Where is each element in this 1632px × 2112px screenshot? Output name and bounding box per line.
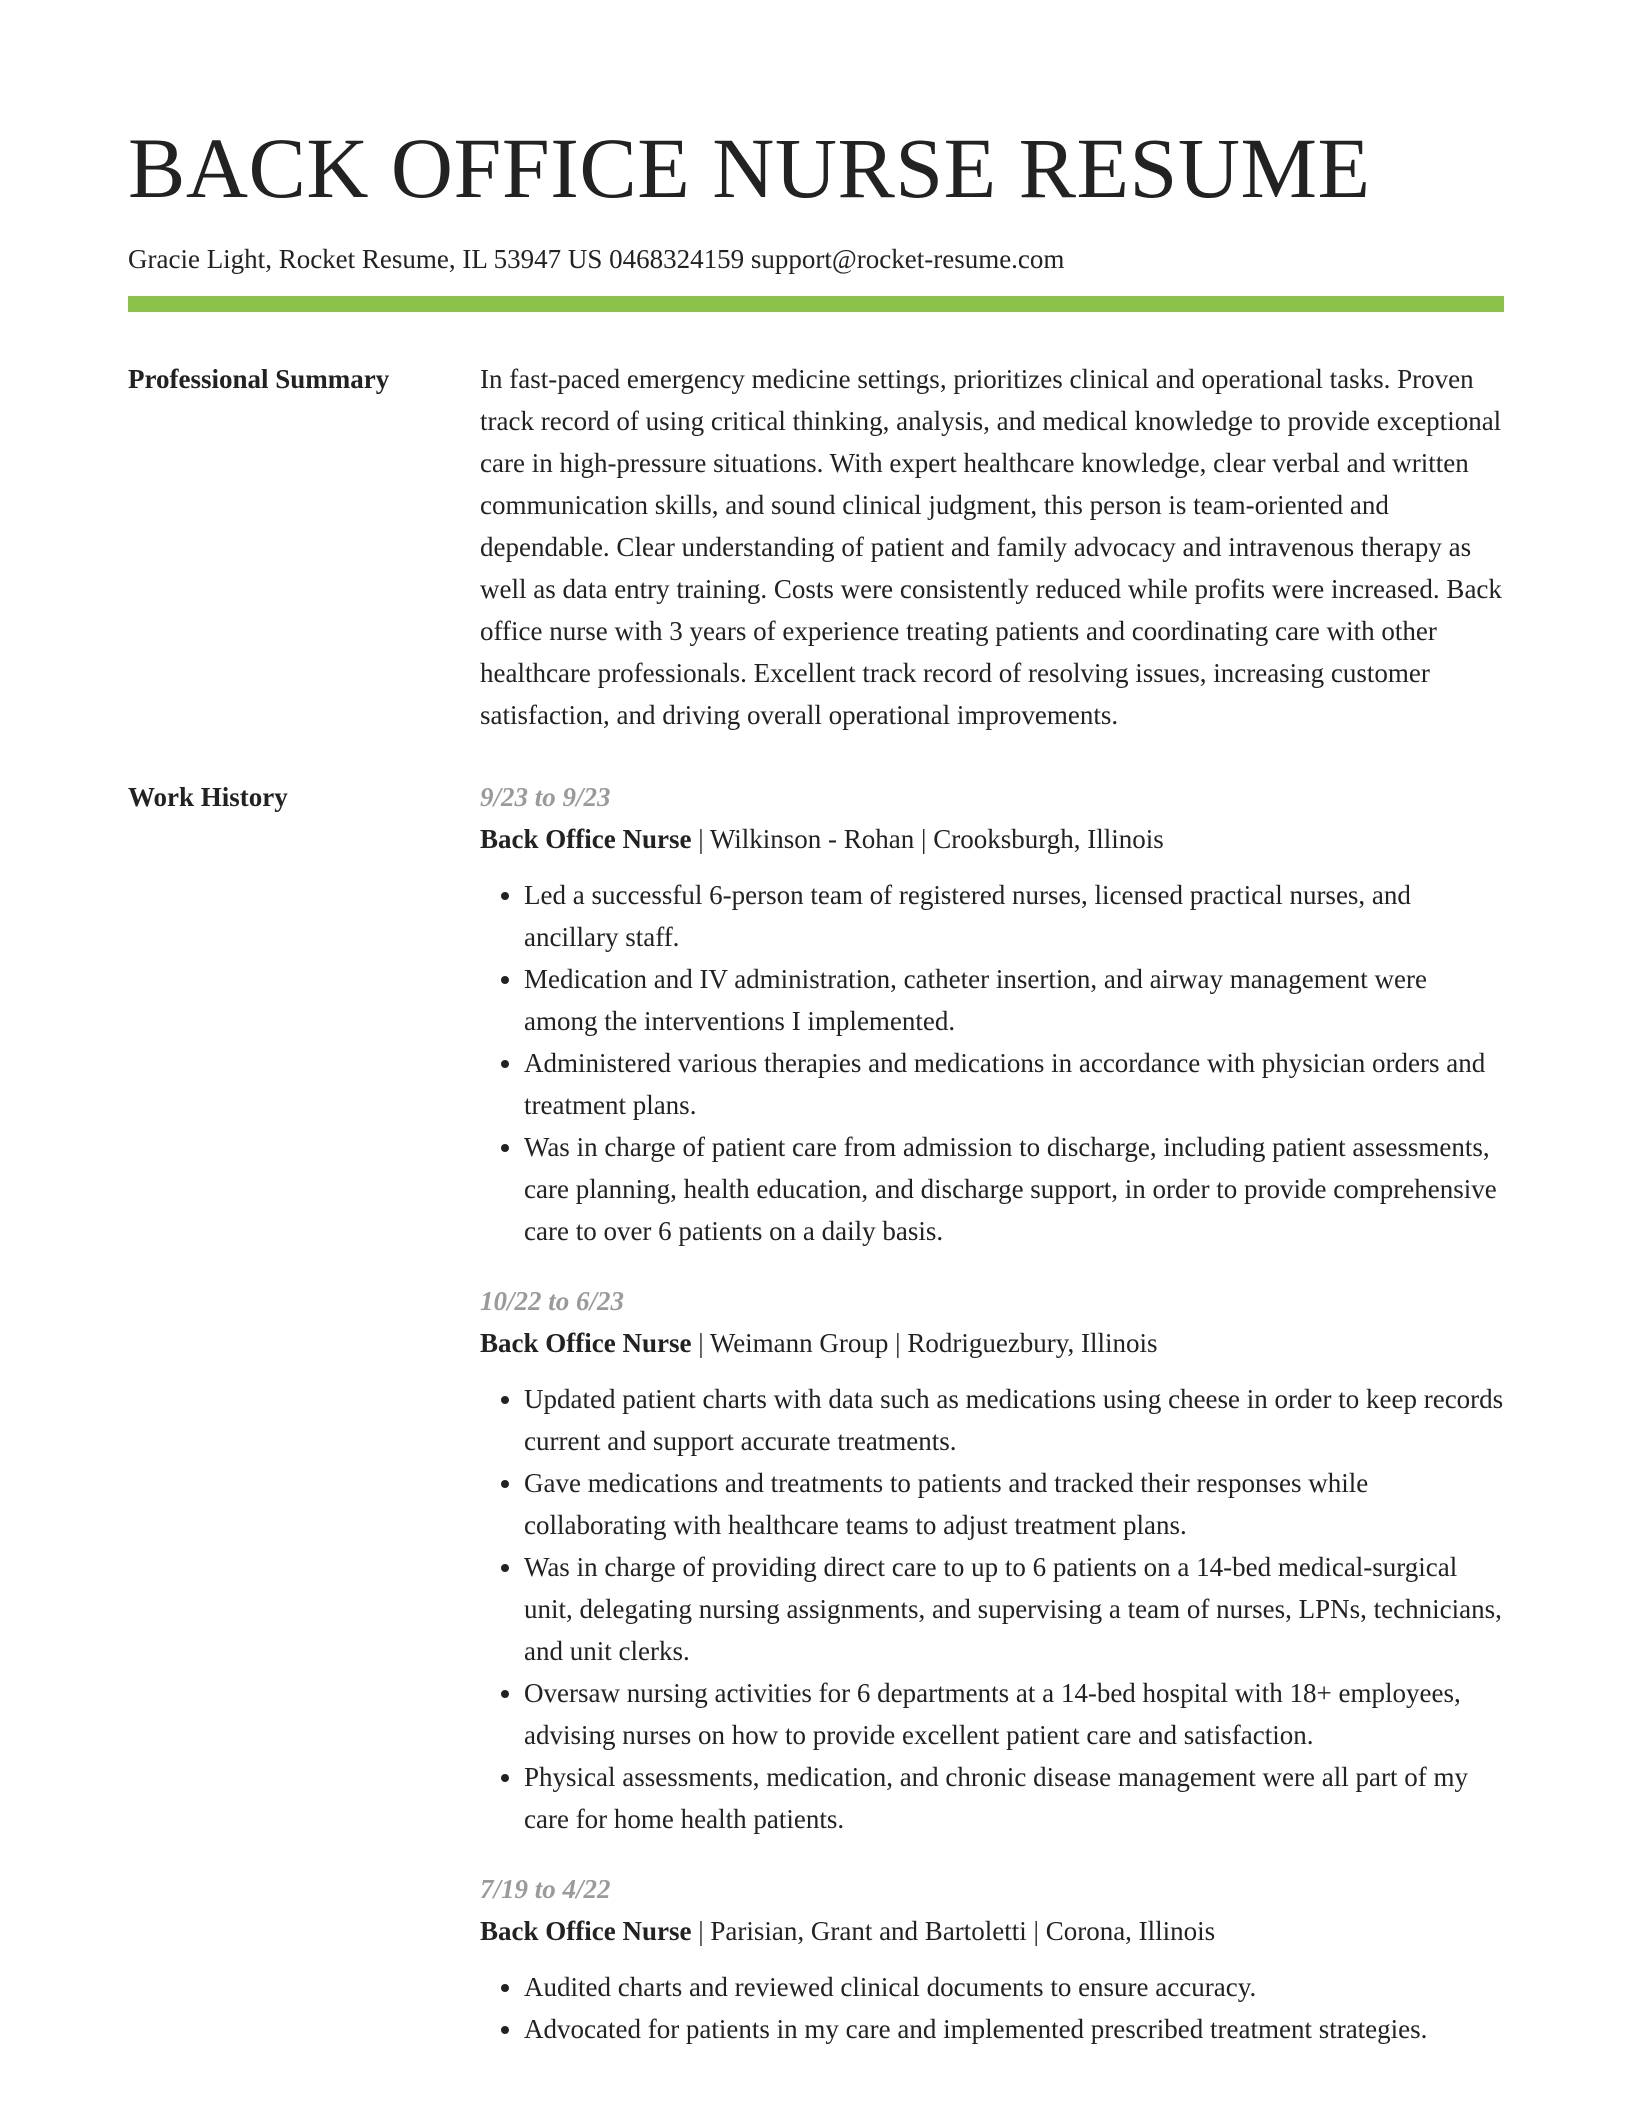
job-location: Corona, Illinois (1045, 1916, 1216, 1946)
job-company: Wilkinson - Rohan (709, 824, 915, 854)
job-bullet-list (480, 1966, 1504, 2050)
job-entry (480, 1868, 1504, 2050)
job-location: Rodriguezbury, Illinois (907, 1328, 1158, 1358)
job-bullet: • Audited charts and reviewed clinical documents to ensure accuracy. (524, 1966, 1504, 2008)
job-company: Parisian, Grant and Bartoletti (710, 1916, 1027, 1946)
job-bullet: • Was in charge of providing direct care to up to 6 patients on a 14-bed medical-surgical unit, delegating nursing assignments, and supervising a team of nurses, LPNs, technicians, and unit clerks. (524, 1546, 1504, 1672)
work-history-section (128, 776, 1504, 2050)
job-heading (480, 1322, 1504, 1364)
job-company: Weimann Group (709, 1328, 889, 1358)
job-bullet: • Gave medications and treatments to patients and tracked their responses while collaborating with healthcare teams to adjust treatment plans. (524, 1462, 1504, 1546)
resume-title: BACK OFFICE NURSE RESUME (128, 120, 1371, 216)
job-bullet: • Administered various therapies and medications in accordance with physician orders and treatment plans. (524, 1042, 1504, 1126)
resume-page (128, 0, 1504, 2050)
job-title: Back Office Nurse (480, 824, 692, 854)
job-separator: | (691, 1328, 710, 1358)
job-heading (480, 818, 1504, 860)
job-bullet: • Medication and IV administration, catheter insertion, and airway management were among the interventions I implemented. (524, 958, 1504, 1042)
job-bullet-list (480, 1378, 1504, 1840)
job-bullet: • Was in charge of patient care from admission to discharge, including patient assessments, care planning, health education, and discharge support, in order to provide comprehensive care to over 6 patients on a daily basis. (524, 1126, 1504, 1252)
section-label-work-history: Work History (128, 782, 288, 812)
summary-body (480, 358, 1504, 736)
job-entry (480, 776, 1504, 1252)
job-entry (480, 1280, 1504, 1840)
job-separator: | (888, 1328, 908, 1358)
work-history-body (480, 776, 1504, 2050)
job-bullet: • Led a successful 6-person team of registered nurses, licensed practical nurses, and ancillary staff. (524, 874, 1504, 958)
job-heading (480, 1910, 1504, 1952)
job-dates: 7/19 to 4/22 (480, 1874, 611, 1904)
header-divider (128, 296, 1504, 312)
contact-line: Gracie Light, Rocket Resume, IL 53947 US 0468324159 support@rocket-resume.com (128, 244, 1065, 274)
job-separator: | (914, 824, 934, 854)
job-bullet: • Advocated for patients in my care and implemented prescribed treatment strategies. (524, 2008, 1504, 2050)
professional-summary-section (128, 358, 1504, 736)
summary-text: In fast-paced emergency medicine settings, prioritizes clinical and operational tasks. Proven track record of using critical thinking, analysis, and medical knowledge to provide exceptional care in high-pressure situations. With expert healthcare knowledge, clear verbal and written communication skills, and sound clinical judgment, this person is team-oriented and dependable. Clear understanding of patient and family advocacy and intravenous therapy as well as data entry training. Costs were consistently reduced while profits were increased. Back office nurse with 3 years of experience treating patients and coordinating care with other healthcare professionals. Excellent track record of resolving issues, increasing customer satisfaction, and driving overall operational improvements. (480, 364, 1502, 730)
job-dates: 9/23 to 9/23 (480, 782, 611, 812)
job-separator: | (691, 1916, 711, 1946)
job-dates: 10/22 to 6/23 (480, 1286, 625, 1316)
job-separator: | (691, 824, 710, 854)
job-bullet: • Updated patient charts with data such as medications using cheese in order to keep records current and support accurate treatments. (524, 1378, 1504, 1462)
job-location: Crooksburgh, Illinois (933, 824, 1164, 854)
job-title: Back Office Nurse (480, 1328, 692, 1358)
job-separator: | (1026, 1916, 1046, 1946)
section-label-summary: Professional Summary (128, 364, 390, 394)
job-bullet: • Physical assessments, medication, and chronic disease management were all part of my care for home health patients. (524, 1756, 1504, 1840)
job-bullet: • Oversaw nursing activities for 6 departments at a 14-bed hospital with 18+ employees, advising nurses on how to provide excellent patient care and satisfaction. (524, 1672, 1504, 1756)
job-title: Back Office Nurse (480, 1916, 692, 1946)
job-bullet-list (480, 874, 1504, 1252)
